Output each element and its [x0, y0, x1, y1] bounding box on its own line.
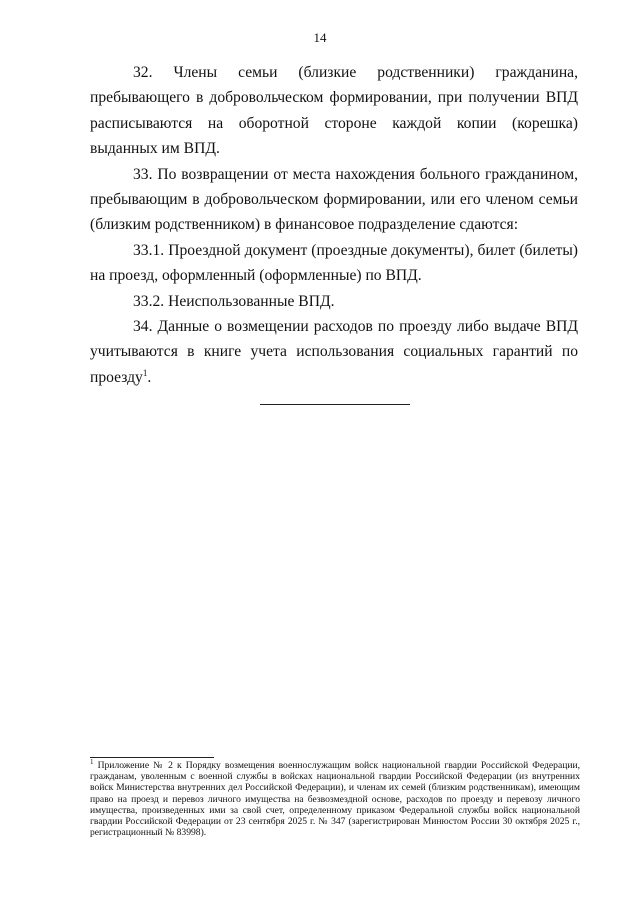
paragraph-34	[90, 314, 578, 390]
section-divider	[260, 404, 410, 405]
footnote-separator	[90, 757, 214, 758]
paragraph-33-1: 33.1. Проездной документ (проездные документы), билет (билеты) на проезд, оформленный (оформленные) по ВПД.	[90, 241, 578, 285]
footnote-text: Приложение № 2 к Порядку возмещения военнослужащим войск национальной гвардии Российской Федерации, гражданам, уволенным с военной службы в войсках национальной гвардии Российской Федерации (из внутренних войск Министерства внутренних дел Российской Федерации), и членам их семей (близким родственникам), имеющим право на проезд и перевоз личного имущества на безвозмездной основе, расходов по проезду и перевозу личного имущества, произведенных ими за свой счет, определенному приказом Федеральной службы войск национальной гвардии Российской Федерации от 23 сентября 2025 г. № 347 (зарегистрирован Минюстом России 30 октября 2025 г., регистрационный № 83998).	[90, 760, 580, 839]
document-body	[90, 60, 578, 390]
footnote-reference[interactable]: 1	[142, 367, 148, 378]
paragraph-33-2: 33.2. Неиспользованные ВПД.	[133, 292, 335, 310]
paragraph-34-trailing: .	[147, 368, 152, 386]
paragraph-33: 33. По возвращении от места нахождения больного гражданином, пребывающим в добровольческом формировании, или его членом семьи (близким родственником) в финансовое подразделение сдаются:	[90, 165, 578, 234]
paragraph-32: 32. Члены семьи (близкие родственники) гражданина, пребывающего в добровольческом формировании, при получении ВПД расписываются на оборотной стороне каждой копии (корешка) выданных им ВПД.	[90, 64, 578, 158]
paragraph-34-text: 34. Данные о возмещении расходов по проезду либо выдаче ВПД учитываются в книге учета использования социальных гарантий по проезду	[90, 318, 578, 386]
page-number: 14	[313, 30, 327, 45]
footnote-marker: 1	[90, 757, 94, 766]
footnote	[90, 757, 580, 839]
